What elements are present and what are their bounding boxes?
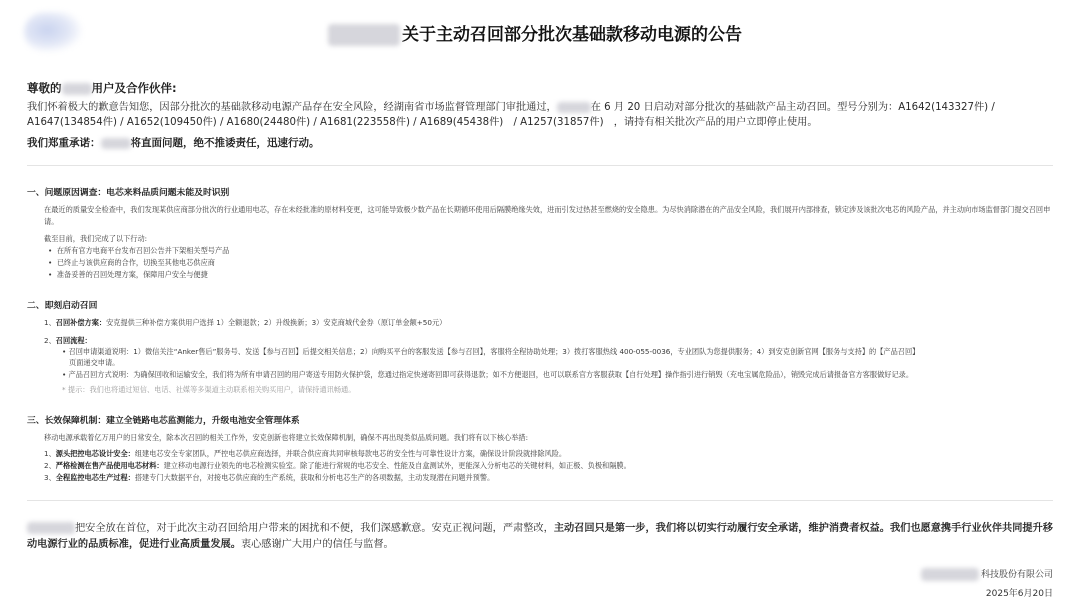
page-title: 关于主动召回部分批次基础款移动电源的公告 bbox=[328, 20, 742, 46]
list-item: 2、召回流程： bbox=[44, 336, 92, 345]
list-item: • 已终止与该供应商的合作，切换至其他电芯供应商 bbox=[48, 258, 215, 267]
signature-date: 2025年6月20日 bbox=[985, 589, 1053, 599]
divider bbox=[27, 500, 1053, 501]
divider bbox=[27, 165, 1053, 166]
pledge-statement: 我们郑重承诺： 将直面问题，绝不推诿责任，迅速行动。 bbox=[27, 137, 320, 149]
recall-channel-note-cont: 页面递交申请。 bbox=[69, 358, 120, 367]
section-paragraph: 移动电源承载着亿万用户的日常安全，除本次召回的相关工作外，安克创新也将建立长效保障机制，确保不再出现类似品质问题。我们将有以下核心举措: bbox=[44, 433, 528, 442]
actions-lead: 截至目前，我们完成了以下行动: bbox=[44, 234, 148, 243]
signature-company: 科技股份有限公司 bbox=[921, 567, 1053, 581]
hint-note: * 提示：我们也将通过短信、电话、社媒等多渠道主动联系相关购买用户，请保持通讯畅通。 bbox=[62, 385, 356, 394]
list-item: 1、召回补偿方案：安克提供三种补偿方案供用户选择 1）全额退款；2）升级换新；3）安克商城代金券（原订单金额+50元） bbox=[44, 318, 447, 327]
section-paragraph: 在最近的质量安全检查中，我们发现某供应商部分批次的行业通用电芯，存在未经批准的原材料变更，这可能导致极少数产品在长期循环使用后隔膜绝缘失效，进而引发过热甚至燃烧的安全隐患。为尽快消除潜在的产品安全风险，我们展开内部排查，锁定涉及该批次电芯的风险产品，并主动向市场监督部门提交召回申请。 bbox=[44, 205, 1051, 226]
section-heading-recall: 二、即刻启动召回 bbox=[27, 301, 98, 311]
company-logo-blurred bbox=[24, 12, 82, 52]
redacted-company-name bbox=[328, 24, 400, 46]
redacted-brand bbox=[101, 138, 131, 149]
list-item: 1、源头把控电芯设计安全：组建电芯安全专家团队，严控电芯供应商选择，并联合供应商共同审核每款电芯的安全性与可靠性设计方案，确保设计阶段就排除风险。 bbox=[44, 449, 567, 458]
redacted-company-name bbox=[921, 568, 979, 581]
recall-method-note: • 产品召回方式说明：为确保回收和运输安全，我们将为所有申请召回的用户寄送专用防火保护袋，您通过指定快递寄回即可获得退款；如不方便退回，也可以联系官方客服获取【自行处理】操作指引进行销毁（充电宝属危险品），销毁完成后请报备官方客服做好记录。 bbox=[62, 370, 914, 379]
intro-paragraph: 我们怀着极大的歉意告知您，因部分批次的基础款移动电源产品存在安全风险，经湖南省市场监督管理部门审批通过， 在 6 月 20 日启动对部分批次的基础款产品主动召回。型号分别为：A1642(143327件) / A1647(134854件) / A1652(109450件) / A1680(24480件) / A1681(223558件) / A1689(45438件) / A1257(31857件) ，请持有相关批次产品的用户立即停止使用。 bbox=[27, 102, 995, 128]
redacted-brand bbox=[27, 522, 75, 534]
redacted-brand bbox=[557, 102, 591, 113]
greeting: 尊敬的 用户及合作伙伴: bbox=[27, 81, 177, 95]
recall-channel-note: • 召回申请渠道说明：1）微信关注“Anker售后”服务号、发送【参与召回】后提交相关信息；2）向购买平台的客服发送【参与召回】，客服将全程协助处理；3）拨打客服热线 400-055-0036，专业团队为您提供服务；4）到安克创新官网【服务与支持】的【产品召回】 bbox=[62, 347, 920, 356]
list-item: 2、严格检测在售产品使用电芯材料：建立移动电源行业领先的电芯检测实验室。除了能进行常规的电芯安全、性能及自盒测试外，更能深入分析电芯的关键材料，如正极、负极和隔膜。 bbox=[44, 461, 631, 470]
closing-paragraph: 把安全放在首位，对于此次主动召回给用户带来的困扰和不便，我们深感歉意。安克正视问题，严肃整改，主动召回只是第一步，我们将以切实行动履行安全承诺，维护消费者权益。我们也愿意携手行业伙伴共同提升移动电源行业的品质标准，促进行业高质量发展。衷心感谢广大用户的信任与监督。 bbox=[27, 523, 1053, 550]
list-item: • 在所有官方电商平台发布召回公告并下架相关型号产品 bbox=[48, 246, 230, 255]
redacted-brand bbox=[62, 83, 92, 95]
list-item: 3、全程监控电芯生产过程：搭建专门大数据平台，对接电芯供应商的生产系统，获取和分析电芯生产的各项数据，主动发现潜在问题并预警。 bbox=[44, 473, 495, 482]
list-item: • 准备妥善的召回处理方案，保障用户安全与便捷 bbox=[48, 270, 208, 279]
section-heading-mechanism: 三、长效保障机制：建立全链路电芯监测能力，升级电池安全管理体系 bbox=[27, 416, 300, 426]
section-heading-cause: 一、问题原因调查：电芯来料品质问题未能及时识别 bbox=[27, 188, 230, 198]
